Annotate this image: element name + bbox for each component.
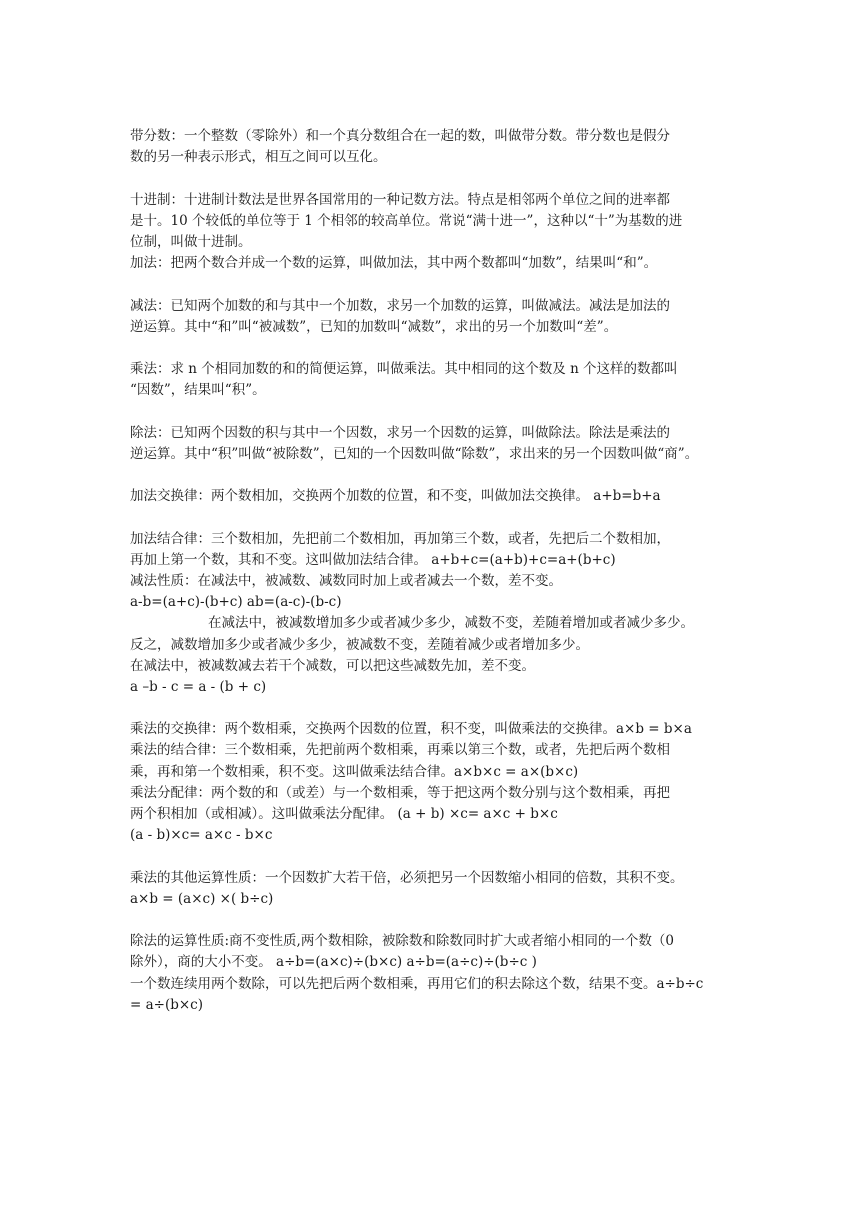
text-line: (a - b)×c= a×c - b×c	[130, 827, 273, 844]
text-line: 十进制：十进制计数法是世界各国常用的一种记数方法。特点是相邻两个单位之间的进率都	[130, 191, 670, 208]
blank-line	[130, 465, 733, 486]
blank-line	[130, 401, 733, 422]
blank-line	[130, 698, 733, 719]
text-line: a-b=(a+c)-(b+c) ab=(a-c)-(b-c)	[130, 594, 342, 611]
text-line: 乘法分配律：两个数的和（或差）与一个数相乘，等于把这两个数分别与这个数相乘，再把	[130, 784, 670, 801]
text-line: = a÷(b×c)	[130, 996, 204, 1013]
text-line: 除外），商的大小不变。 a÷b=(a×c)÷(b×c) a÷b=(a÷c)÷(b÷c )	[130, 954, 537, 971]
text-line: 一个数连续用两个数除，可以先把后两个数相乘，再用它们的积去除这个数，结果不变。a÷b÷c	[130, 975, 704, 992]
blank-line	[130, 507, 733, 528]
blank-line	[130, 846, 733, 867]
text-line: 是十。10 个较低的单位等于 1 个相邻的较高单位。常说“满十进一”，这种以“十”为基数的进	[130, 212, 683, 229]
blank-line	[130, 910, 733, 931]
text-line: 在减法中，被减数增加多少或者减少多少，减数不变，差随着增加或者减少多少。	[208, 615, 694, 632]
text-line: 位制，叫做十进制。	[130, 233, 252, 250]
document-page	[130, 126, 733, 1016]
text-line: 除法的运算性质:商不变性质,两个数相除，被除数和除数同时扩大或者缩小相同的一个数（0	[130, 933, 674, 950]
text-line: 加法交换律：两个数相加，交换两个加数的位置，和不变，叫做加法交换律。 a+b=b+a	[130, 488, 661, 505]
blank-line	[130, 274, 733, 295]
text-line: 在减法中，被减数减去若干个减数，可以把这些减数先加，差不变。	[130, 657, 535, 674]
blank-line	[130, 338, 733, 359]
text-line: 加法结合律：三个数相加，先把前二个数相加，再加第三个数，或者，先把后二个数相加，	[130, 530, 670, 547]
text-line: a×b = (a×c) ×( b÷c)	[130, 890, 274, 907]
text-line: 减法性质：在减法中，被减数、减数同时加上或者减去一个数，差不变。	[130, 572, 562, 589]
text-line: “因数”，结果叫“积”。	[130, 382, 266, 399]
text-line: 两个积相加（或相减）。这叫做乘法分配律。 (a + b) ×c= a×c + b×c	[130, 806, 558, 822]
blank-line	[130, 168, 733, 189]
text-line: 数的另一种表示形式，相互之间可以互化。	[130, 149, 387, 166]
text-line: 逆运算。其中“积”叫做“被除数”，已知的一个因数叫做“除数”，求出来的另一个因数叫做“商”。	[130, 445, 699, 462]
text-line: 逆运算。其中“和”叫“被减数”，已知的加数叫“减数”，求出的另一个加数叫“差”。	[130, 318, 618, 335]
text-line: 乘法的其他运算性质：一个因数扩大若干倍，必须把另一个因数缩小相同的倍数，其积不变。	[130, 869, 684, 886]
text-line: 带分数：一个整数（零除外）和一个真分数组合在一起的数，叫做带分数。带分数也是假分	[130, 128, 670, 144]
text-line: a –b - c = a - (b + c)	[130, 678, 267, 695]
text-line: 反之，减数增加多少或者减少多少，被减数不变，差随着减少或者增加多少。	[130, 636, 589, 653]
text-line: 乘法：求 n 个相同加数的和的简便运算，叫做乘法。其中相同的这个数及 n 个这样的数都叫	[130, 361, 678, 378]
text-line: 乘法的结合律：三个数相乘，先把前两个数相乘，再乘以第三个数，或者，先把后两个数相	[130, 742, 670, 759]
text-line: 再加上第一个数，其和不变。这叫做加法结合律。 a+b+c=(a+b)+c=a+(b+c)	[130, 551, 616, 568]
text-line: 加法：把两个数合并成一个数的运算，叫做加法，其中两个数都叫“加数”，结果叫“和”。	[130, 255, 658, 272]
text-line: 减法：已知两个加数的和与其中一个加数，求另一个加数的运算，叫做减法。减法是加法的	[130, 297, 670, 314]
text-line: 乘法的交换律：两个数相乘，交换两个因数的位置，积不变，叫做乘法的交换律。a×b = b×a	[130, 721, 692, 738]
text-line: 除法：已知两个因数的积与其中一个因数，求另一个因数的运算，叫做除法。除法是乘法的	[130, 424, 670, 441]
text-line: 乘，再和第一个数相乘，积不变。这叫做乘法结合律。a×b×c = a×(b×c)	[130, 763, 579, 780]
